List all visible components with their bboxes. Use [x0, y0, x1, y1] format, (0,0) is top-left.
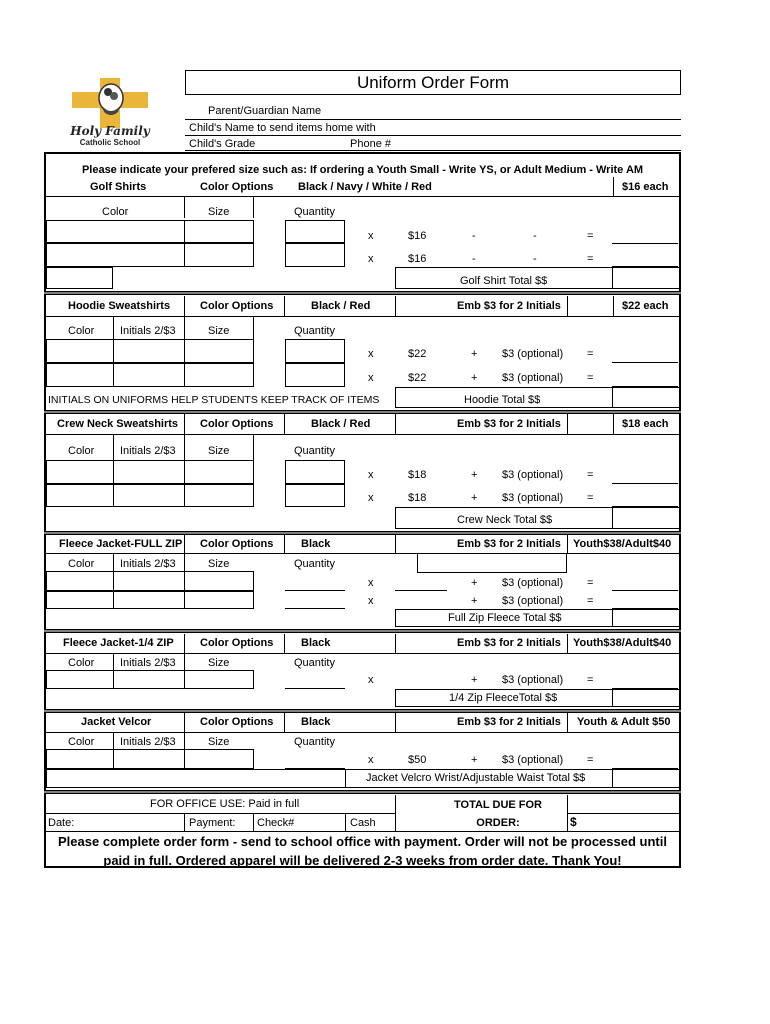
hoodie-row1-initials[interactable]	[113, 339, 185, 363]
crew-row2-eq: =	[587, 492, 594, 504]
fullzip-color-options: Color Options	[200, 538, 274, 550]
golf-col-line-1	[184, 196, 185, 218]
footer-note-line2: paid in full. Ordered apparel will be delivered 2-3 weeks from order date. Thank You!	[103, 853, 622, 868]
velcro-colors: Black	[301, 716, 331, 728]
section-separator	[44, 410, 681, 414]
quarterzip-h-div-2	[284, 634, 285, 653]
golf-row1-unit: $16	[408, 230, 427, 242]
hoodie-total-label: Hoodie Total $$	[464, 394, 541, 406]
fullzip-title: Fleece Jacket-FULL ZIP	[59, 538, 183, 550]
velcro-total-divider-2	[612, 769, 613, 788]
fullzip-row1-unit[interactable]	[395, 590, 447, 591]
golf-col-line-2	[253, 196, 254, 218]
fullzip-header-line	[44, 553, 681, 554]
hoodie-color-options: Color Options	[200, 300, 274, 312]
hoodie-h-div-3	[395, 296, 396, 316]
hoodie-col-color: Color	[68, 325, 95, 337]
fullzip-total-divider	[612, 609, 613, 627]
fullzip-row1-plus: +	[471, 577, 478, 589]
cross-logo-icon	[62, 76, 158, 128]
office-col-1	[184, 813, 185, 831]
golf-col-qty: Quantity	[294, 206, 335, 218]
crew-colors: Black / Red	[311, 418, 371, 430]
hoodie-header-line	[44, 316, 681, 317]
size-instructions: Please indicate your prefered size such as: If ordering a Youth Small - Write YS, or Adult Medium - Write AM	[81, 164, 644, 176]
crew-row2-optional: $3 (optional)	[502, 492, 564, 504]
velcro-price: Youth & Adult $50	[577, 716, 671, 728]
total-due-label-1: TOTAL DUE FOR	[454, 799, 542, 811]
quarterzip-row1-plus: +	[471, 674, 478, 686]
quarterzip-title: Fleece Jacket-1/4 ZIP	[63, 637, 174, 649]
crew-row2-plus: +	[471, 492, 478, 504]
golf-row1-dash1: -	[472, 230, 476, 242]
fullzip-h-div-3	[395, 535, 396, 553]
velcro-col-line-2	[184, 732, 185, 749]
fullzip-row2-plus: +	[471, 595, 478, 607]
fullzip-row1-qty[interactable]	[285, 590, 345, 591]
velcro-col-color: Color	[68, 736, 95, 748]
crew-title: Crew Neck Sweatshirts	[57, 418, 179, 430]
crew-row1-optional: $3 (optional)	[502, 469, 564, 481]
crew-row2-unit: $18	[408, 492, 427, 504]
velcro-h-div-1	[184, 713, 185, 732]
quarterzip-header-line	[44, 653, 681, 654]
quarterzip-row1-x: x	[368, 674, 374, 686]
fullzip-h-div-4	[567, 535, 568, 553]
quarterzip-col-qty: Quantity	[294, 657, 335, 669]
crew-color-options: Color Options	[200, 418, 274, 430]
crew-row2-color[interactable]	[46, 484, 114, 507]
fullzip-row1-optional: $3 (optional)	[502, 577, 564, 589]
hoodie-emb: Emb $3 for 2 Initials	[457, 300, 561, 312]
velcro-row1-optional: $3 (optional)	[502, 754, 564, 766]
crew-row1-amount[interactable]	[612, 483, 678, 484]
quarterzip-h-div-3	[395, 634, 396, 653]
quarterzip-row1-optional: $3 (optional)	[502, 674, 564, 686]
crew-row1-color[interactable]	[46, 460, 114, 484]
crew-row1-qty[interactable]	[285, 460, 345, 484]
golf-row2-eq: =	[587, 253, 594, 265]
fullzip-colors: Black	[301, 538, 331, 550]
crew-col-line-3	[253, 434, 254, 460]
hoodie-row2-eq: =	[587, 372, 594, 384]
section-separator	[44, 790, 681, 794]
velcro-col-size: Size	[208, 736, 230, 748]
fullzip-col-qty: Quantity	[294, 558, 335, 570]
fullzip-col-size: Size	[208, 558, 230, 570]
child-name-line[interactable]	[185, 135, 681, 136]
velcro-col-initials: Initials 2/$3	[120, 736, 176, 748]
fullzip-h-div-2	[284, 535, 285, 553]
crew-emb: Emb $3 for 2 Initials	[457, 418, 561, 430]
crew-row1-unit: $18	[408, 469, 427, 481]
golf-row2-x: x	[368, 253, 374, 265]
golf-row1-qty[interactable]	[285, 220, 345, 243]
fullzip-row1-x: x	[368, 577, 374, 589]
section-separator	[44, 531, 681, 535]
phone-label: Phone #	[350, 138, 391, 150]
golf-price-divider	[613, 177, 614, 197]
velcro-row1-initials[interactable]	[113, 749, 185, 769]
form-border-top	[44, 152, 681, 154]
fullzip-col-color: Color	[68, 558, 95, 570]
office-check-label: Check#	[257, 817, 295, 829]
crew-row1-eq: =	[587, 469, 594, 481]
office-payment-label: Payment:	[189, 817, 236, 829]
golf-row2-size[interactable]	[184, 243, 254, 267]
golf-row2-dash1: -	[472, 253, 476, 265]
velcro-color-options: Color Options	[200, 716, 274, 728]
crew-price: $18 each	[622, 418, 669, 430]
fullzip-col-line-1	[113, 553, 114, 571]
parent-guardian-line[interactable]	[185, 119, 681, 120]
quarterzip-col-line-2	[184, 653, 185, 670]
crew-row2-qty[interactable]	[285, 484, 345, 507]
crew-total-divider	[612, 507, 613, 529]
crew-h-div-1	[184, 414, 185, 434]
fullzip-h-div-1	[184, 535, 185, 553]
quarterzip-row1-initials[interactable]	[113, 670, 185, 689]
hoodie-title: Hoodie Sweatshirts	[68, 300, 171, 312]
golf-title: Golf Shirts	[90, 181, 147, 193]
section-separator	[44, 709, 681, 713]
golf-row1-eq: =	[587, 230, 594, 242]
hoodie-col-line-2	[184, 316, 185, 339]
crew-header-line	[44, 434, 681, 435]
crew-col-size: Size	[208, 445, 230, 457]
fullzip-emb: Emb $3 for 2 Initials	[457, 538, 561, 550]
hoodie-row1-color[interactable]	[46, 339, 114, 363]
parent-guardian-label: Parent/Guardian Name	[208, 105, 322, 117]
office-cash-label: Cash	[350, 817, 376, 829]
velcro-header-line	[44, 732, 681, 733]
crew-col-qty: Quantity	[294, 445, 335, 457]
crew-col-initials: Initials 2/$3	[120, 445, 176, 457]
crew-row2-initials[interactable]	[113, 484, 185, 507]
quarterzip-total-divider	[612, 689, 613, 707]
fullzip-row2-x: x	[368, 595, 374, 607]
logo-name: Holy Family	[70, 124, 150, 138]
hoodie-colors: Black / Red	[311, 300, 371, 312]
fullzip-row1-eq: =	[587, 577, 594, 589]
hoodie-h-div-1	[184, 296, 185, 316]
fullzip-row2-qty[interactable]	[285, 608, 345, 609]
quarterzip-emb: Emb $3 for 2 Initials	[457, 637, 561, 649]
golf-row1-amount[interactable]	[612, 243, 678, 244]
hoodie-h-div-4	[567, 296, 568, 316]
hoodie-row2-size[interactable]	[184, 363, 254, 387]
section-separator	[44, 629, 681, 633]
hoodie-col-qty: Quantity	[294, 325, 335, 337]
velcro-row1-x: x	[368, 754, 374, 766]
quarterzip-col-size: Size	[208, 657, 230, 669]
golf-header-line	[44, 196, 681, 197]
page-title: Uniform Order Form	[356, 73, 510, 92]
hoodie-price: $22 each	[622, 300, 669, 312]
quarterzip-col-color: Color	[68, 657, 95, 669]
hoodie-row2-x: x	[368, 372, 374, 384]
fullzip-row2-eq: =	[587, 595, 594, 607]
crew-row1-initials[interactable]	[113, 460, 185, 484]
total-due-field[interactable]	[567, 813, 679, 814]
fullzip-row1-initials[interactable]	[113, 571, 185, 591]
fullzip-row1-color[interactable]	[46, 571, 114, 591]
crew-col-line-1	[113, 434, 114, 460]
hoodie-row1-size[interactable]	[184, 339, 254, 363]
hoodie-row2-initials[interactable]	[113, 363, 185, 387]
quarterzip-col-line-1	[113, 653, 114, 670]
hoodie-row1-unit: $22	[408, 348, 427, 360]
velcro-row1-size[interactable]	[184, 749, 254, 769]
golf-row2-dash2: -	[533, 253, 537, 265]
logo-subtitle: Catholic School	[79, 138, 141, 147]
hoodie-row1-eq: =	[587, 348, 594, 360]
hoodie-row2-color[interactable]	[46, 363, 114, 387]
child-grade-label: Child's Grade	[189, 138, 256, 150]
velcro-row1-color[interactable]	[46, 749, 114, 769]
school-logo	[62, 76, 158, 148]
grade-phone-line[interactable]	[185, 150, 681, 151]
office-mid-line	[44, 813, 395, 814]
crew-row1-size[interactable]	[184, 460, 254, 484]
fullzip-price: Youth$38/Adult$40	[573, 538, 672, 550]
hoodie-total-divider	[612, 387, 613, 408]
hoodie-col-line-1	[113, 316, 114, 339]
fullzip-total-label: Full Zip Fleece Total $$	[448, 612, 562, 624]
crew-col-line-2	[184, 434, 185, 460]
golf-color-options: Color Options	[200, 181, 274, 193]
golf-col-size: Size	[208, 206, 230, 218]
quarterzip-total-label: 1/4 Zip FleeceTotal $$	[449, 692, 558, 704]
office-col-2	[253, 813, 254, 831]
quarterzip-col-initials: Initials 2/$3	[120, 657, 176, 669]
fullzip-row2-size[interactable]	[184, 591, 254, 609]
velcro-col-qty: Quantity	[294, 736, 335, 748]
office-divider	[395, 795, 396, 831]
crew-col-color: Color	[68, 445, 95, 457]
fullzip-row1-amount[interactable]	[612, 590, 678, 591]
crew-h-div-2	[284, 414, 285, 434]
quarterzip-colors: Black	[301, 637, 331, 649]
velcro-total-divider-1	[345, 769, 346, 788]
golf-row1-size[interactable]	[184, 220, 254, 243]
hoodie-h-div-2	[284, 296, 285, 316]
crew-h-div-3	[395, 414, 396, 434]
hoodie-col-line-3	[253, 316, 254, 339]
hoodie-row1-x: x	[368, 348, 374, 360]
crew-row2-x: x	[368, 492, 374, 504]
fullzip-price-entry[interactable]	[417, 553, 567, 573]
hoodie-row2-qty[interactable]	[285, 363, 345, 387]
golf-row3-small[interactable]	[46, 267, 113, 289]
crew-h-div-5	[613, 414, 614, 434]
velcro-h-div-4	[567, 713, 568, 732]
velcro-total-label: Jacket Velcro Wrist/Adjustable Waist Total $$	[366, 772, 586, 784]
velcro-emb: Emb $3 for 2 Initials	[457, 716, 561, 728]
office-bottom-line	[44, 831, 681, 832]
quarterzip-row1-color[interactable]	[46, 670, 114, 689]
golf-total-divider	[612, 267, 613, 289]
golf-row1-color[interactable]	[46, 220, 185, 243]
quarterzip-row1-qty[interactable]	[285, 688, 345, 689]
section-separator	[44, 291, 681, 295]
hoodie-row1-qty[interactable]	[285, 339, 345, 363]
crew-row2-size[interactable]	[184, 484, 254, 507]
golf-col-color: Color	[102, 206, 129, 218]
quarterzip-h-div-4	[567, 634, 568, 653]
quarterzip-row1-size[interactable]	[184, 670, 254, 689]
crew-row1-x: x	[368, 469, 374, 481]
fullzip-row2-initials[interactable]	[113, 591, 185, 609]
crew-total-label: Crew Neck Total $$	[457, 514, 553, 526]
velcro-row1-plus: +	[471, 754, 478, 766]
golf-row2-color[interactable]	[46, 243, 185, 267]
hoodie-row1-amount[interactable]	[612, 362, 678, 363]
hoodie-row2-optional: $3 (optional)	[502, 372, 564, 384]
hoodie-h-div-5	[613, 296, 614, 316]
fullzip-col-line-2	[184, 553, 185, 571]
child-name-label: Child's Name to send items home with	[189, 122, 376, 134]
quarterzip-h-div-1	[184, 634, 185, 653]
golf-row1-x: x	[368, 230, 374, 242]
fullzip-col-initials: Initials 2/$3	[120, 558, 176, 570]
initials-note: INITIALS ON UNIFORMS HELP STUDENTS KEEP TRACK OF ITEMS	[48, 394, 380, 406]
office-use-label: FOR OFFICE USE: Paid in full	[150, 798, 300, 810]
velcro-row1-unit: $50	[408, 754, 427, 766]
hoodie-col-size: Size	[208, 325, 230, 337]
hoodie-row1-optional: $3 (optional)	[502, 348, 564, 360]
crew-h-div-4	[567, 414, 568, 434]
hoodie-row1-plus: +	[471, 348, 478, 360]
golf-total-label: Golf Shirt Total $$	[460, 275, 548, 287]
fullzip-row1-size[interactable]	[184, 571, 254, 591]
office-date-label: Date:	[48, 817, 75, 829]
velcro-h-div-3	[395, 713, 396, 732]
total-due-label-2: ORDER:	[476, 817, 520, 829]
golf-row2-qty[interactable]	[285, 243, 345, 267]
velcro-h-div-2	[284, 713, 285, 732]
footer-note-line1: Please complete order form - send to school office with payment. Order will not be processed until	[58, 834, 667, 849]
quarterzip-price: Youth$38/Adult$40	[573, 637, 672, 649]
golf-row1-dash2: -	[533, 230, 537, 242]
fullzip-row2-optional: $3 (optional)	[502, 595, 564, 607]
velcro-title: Jacket Velcor	[81, 716, 152, 728]
velcro-row1-eq: =	[587, 754, 594, 766]
golf-price: $16 each	[622, 181, 669, 193]
total-due-dollar: $	[570, 815, 577, 829]
quarterzip-row1-eq: =	[587, 674, 594, 686]
golf-row2-unit: $16	[408, 253, 427, 265]
quarterzip-color-options: Color Options	[200, 637, 274, 649]
hoodie-col-initials: Initials 2/$3	[120, 325, 176, 337]
hoodie-row2-plus: +	[471, 372, 478, 384]
velcro-col-line-1	[113, 732, 114, 749]
hoodie-row2-unit: $22	[408, 372, 427, 384]
golf-colors: Black / Navy / White / Red	[298, 181, 432, 193]
crew-row1-plus: +	[471, 469, 478, 481]
fullzip-row2-color[interactable]	[46, 591, 114, 609]
office-col-3	[345, 813, 346, 831]
